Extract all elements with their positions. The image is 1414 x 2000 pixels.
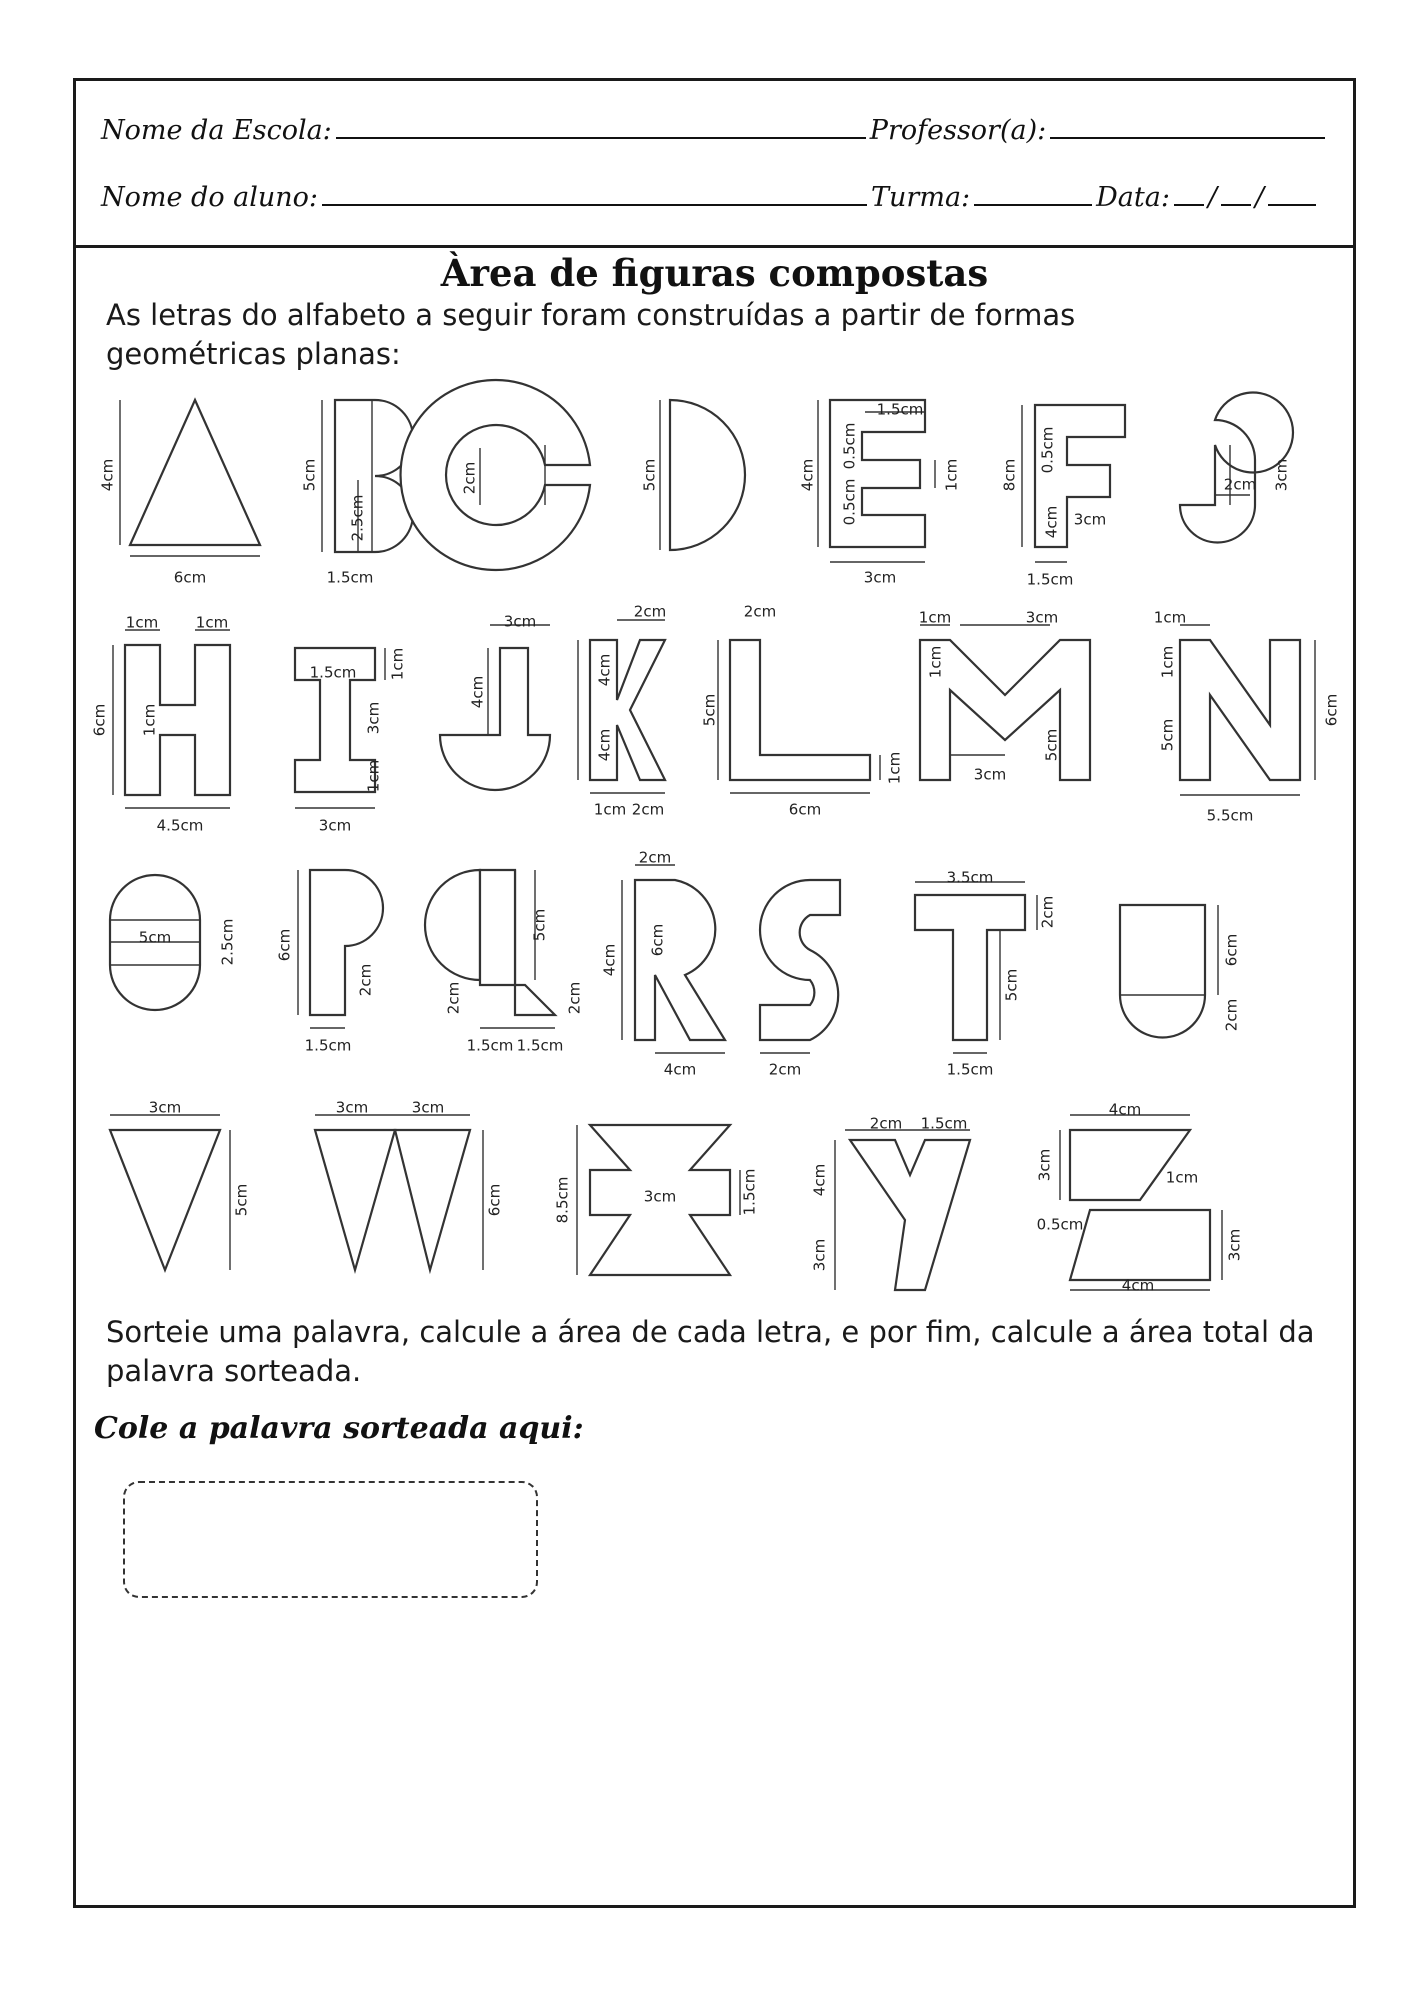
dimension-label-i: 3cm <box>318 816 352 835</box>
dimension-label-q: 1.5cm <box>516 1036 564 1055</box>
letter-v <box>110 1115 230 1270</box>
dimension-label-w: 3cm <box>411 1098 445 1117</box>
date-sep-1: / <box>1207 182 1218 213</box>
dimension-label-b: 2.5cm <box>348 494 367 542</box>
dimension-label-a: 6cm <box>173 568 207 587</box>
letter-r <box>622 865 725 1053</box>
dimension-label-m: 3cm <box>973 765 1007 784</box>
dimension-label-k: 2cm <box>633 602 667 621</box>
dimension-label-c: 2cm <box>460 461 479 495</box>
dimension-label-n: 6cm <box>1322 693 1341 727</box>
dimension-label-l: 6cm <box>788 800 822 819</box>
letter-k <box>578 620 665 793</box>
dimension-label-q: 1.5cm <box>466 1036 514 1055</box>
dimension-label-i: 3cm <box>364 701 383 735</box>
letter-u <box>1120 905 1218 1038</box>
dimension-label-x: 8.5cm <box>553 1176 572 1224</box>
dimension-label-y: 2cm <box>869 1114 903 1133</box>
letter-e <box>818 400 935 562</box>
letter-z <box>1060 1115 1222 1290</box>
dimension-label-p: 6cm <box>275 928 294 962</box>
letter-d <box>660 400 745 550</box>
instruction-text: Sorteie uma palavra, calcule a área de cada letra, e por fim, calcule a área total da palavra sorteada. <box>106 1315 1315 1388</box>
letter-p <box>298 870 383 1028</box>
dimension-label-a: 4cm <box>98 458 117 492</box>
dimension-label-j: 3cm <box>503 612 537 631</box>
dimension-label-u: 2cm <box>1222 998 1241 1032</box>
dimension-label-n: 1cm <box>1158 645 1177 679</box>
letter-y <box>835 1130 970 1290</box>
dimension-label-h: 4.5cm <box>156 816 204 835</box>
dimension-label-r: 4cm <box>600 943 619 977</box>
dimension-label-f: 4cm <box>1042 505 1061 539</box>
dimension-label-n: 5cm <box>1158 718 1177 752</box>
dimension-label-z: 4cm <box>1108 1100 1142 1119</box>
dimension-label-x: 3cm <box>643 1187 677 1206</box>
letter-l <box>718 640 880 793</box>
dimension-label-o: 2.5cm <box>218 918 237 966</box>
dimension-label-z: 4cm <box>1121 1276 1155 1295</box>
dimension-label-y: 1.5cm <box>920 1114 968 1133</box>
dimension-label-k: 1cm <box>593 800 627 819</box>
dimension-label-l: 2cm <box>743 602 777 621</box>
class-label: Turma: <box>871 182 971 213</box>
letter-w <box>315 1115 483 1270</box>
dimension-label-q: 2cm <box>444 981 463 1015</box>
letter-s <box>760 880 840 1053</box>
dimension-label-e: 1.5cm <box>876 400 924 419</box>
teacher-label: Professor(a): <box>869 115 1047 146</box>
dimension-label-p: 2cm <box>356 963 375 997</box>
dimension-label-z: 1cm <box>1165 1168 1199 1187</box>
dimension-label-e: 3cm <box>863 568 897 587</box>
dimension-label-f: 3cm <box>1073 510 1107 529</box>
dimension-label-n: 5.5cm <box>1206 806 1254 825</box>
dimension-label-m: 5cm <box>1042 728 1061 762</box>
dimension-label-s: 2cm <box>768 1060 802 1079</box>
dimension-label-k: 4cm <box>595 653 614 687</box>
letter-c <box>401 380 590 570</box>
dimension-label-u: 6cm <box>1222 933 1241 967</box>
dimension-label-m: 1cm <box>918 608 952 627</box>
dimension-label-y: 4cm <box>810 1163 829 1197</box>
dimension-label-w: 3cm <box>335 1098 369 1117</box>
dimension-label-p: 1.5cm <box>304 1036 352 1055</box>
dimension-label-f: 0.5cm <box>1038 426 1057 474</box>
dimension-label-m: 3cm <box>1025 608 1059 627</box>
dimension-label-m: 1cm <box>926 645 945 679</box>
dimension-label-g: 2cm <box>1223 475 1257 494</box>
dimension-label-q: 5cm <box>530 908 549 942</box>
dimension-label-d: 5cm <box>640 458 659 492</box>
school-label: Nome da Escola: <box>101 115 332 146</box>
dimension-label-h: 1cm <box>195 613 229 632</box>
dimension-label-t: 2cm <box>1038 895 1057 929</box>
dimension-label-k: 2cm <box>631 800 665 819</box>
dimension-label-l: 1cm <box>885 751 904 785</box>
dimension-label-b: 5cm <box>300 458 319 492</box>
intro-text: As letras do alfabeto a seguir foram construídas a partir de formas geométricas planas: <box>106 298 1076 371</box>
paste-box[interactable] <box>123 1481 538 1598</box>
dimension-label-h: 6cm <box>90 703 109 737</box>
dimension-label-z: 3cm <box>1225 1228 1244 1262</box>
letter-h <box>113 630 230 808</box>
letter-b <box>322 400 413 552</box>
dimension-label-l: 5cm <box>700 693 719 727</box>
dimension-label-v: 5cm <box>232 1183 251 1217</box>
dimension-label-i: 1cm <box>364 759 383 793</box>
dimension-label-z: 3cm <box>1035 1148 1054 1182</box>
dimension-label-x: 1.5cm <box>740 1168 759 1216</box>
dimension-label-k: 4cm <box>595 728 614 762</box>
date-label: Data: <box>1096 182 1170 213</box>
dimension-label-v: 3cm <box>148 1098 182 1117</box>
dimension-label-t: 5cm <box>1002 968 1021 1002</box>
dimension-label-e: 0.5cm <box>840 478 859 526</box>
dimension-label-h: 1cm <box>125 613 159 632</box>
letter-j <box>440 625 550 790</box>
paste-label: Cole a palavra sorteada aqui: <box>94 1411 584 1446</box>
letter-t <box>915 882 1037 1053</box>
page-title: Àrea de figuras compostas <box>440 251 989 295</box>
dimension-label-i: 1cm <box>388 647 407 681</box>
dimension-label-r: 6cm <box>648 923 667 957</box>
letter-a <box>120 400 260 556</box>
dimension-label-f: 8cm <box>1000 458 1019 492</box>
dimension-label-g: 3cm <box>1272 458 1291 492</box>
student-label: Nome do aluno: <box>101 182 319 213</box>
date-sep-2: / <box>1255 182 1265 213</box>
dimension-label-f: 1.5cm <box>1026 570 1074 589</box>
dimension-label-e: 1cm <box>942 458 961 492</box>
dimension-label-b: 1.5cm <box>326 568 374 587</box>
dimension-label-e: 4cm <box>798 458 817 492</box>
dimension-label-q: 2cm <box>565 981 584 1015</box>
dimension-label-i: 1.5cm <box>309 663 357 682</box>
dimension-label-w: 6cm <box>485 1183 504 1217</box>
dimension-label-j: 4cm <box>468 675 487 709</box>
dimension-label-y: 3cm <box>810 1238 829 1272</box>
dimension-label-z: 0.5cm <box>1036 1215 1084 1234</box>
letter-n <box>1180 625 1315 795</box>
dimension-label-r: 4cm <box>663 1060 697 1079</box>
dimension-label-t: 3.5cm <box>946 868 994 887</box>
dimension-label-e: 0.5cm <box>840 422 859 470</box>
dimension-label-r: 2cm <box>638 848 672 867</box>
letter-f <box>1022 405 1125 562</box>
dimension-label-t: 1.5cm <box>946 1060 994 1079</box>
letter-m <box>920 625 1090 780</box>
dimension-label-o: 5cm <box>138 928 172 947</box>
dimension-label-n: 1cm <box>1153 608 1187 627</box>
dimension-label-h: 1cm <box>140 703 159 737</box>
